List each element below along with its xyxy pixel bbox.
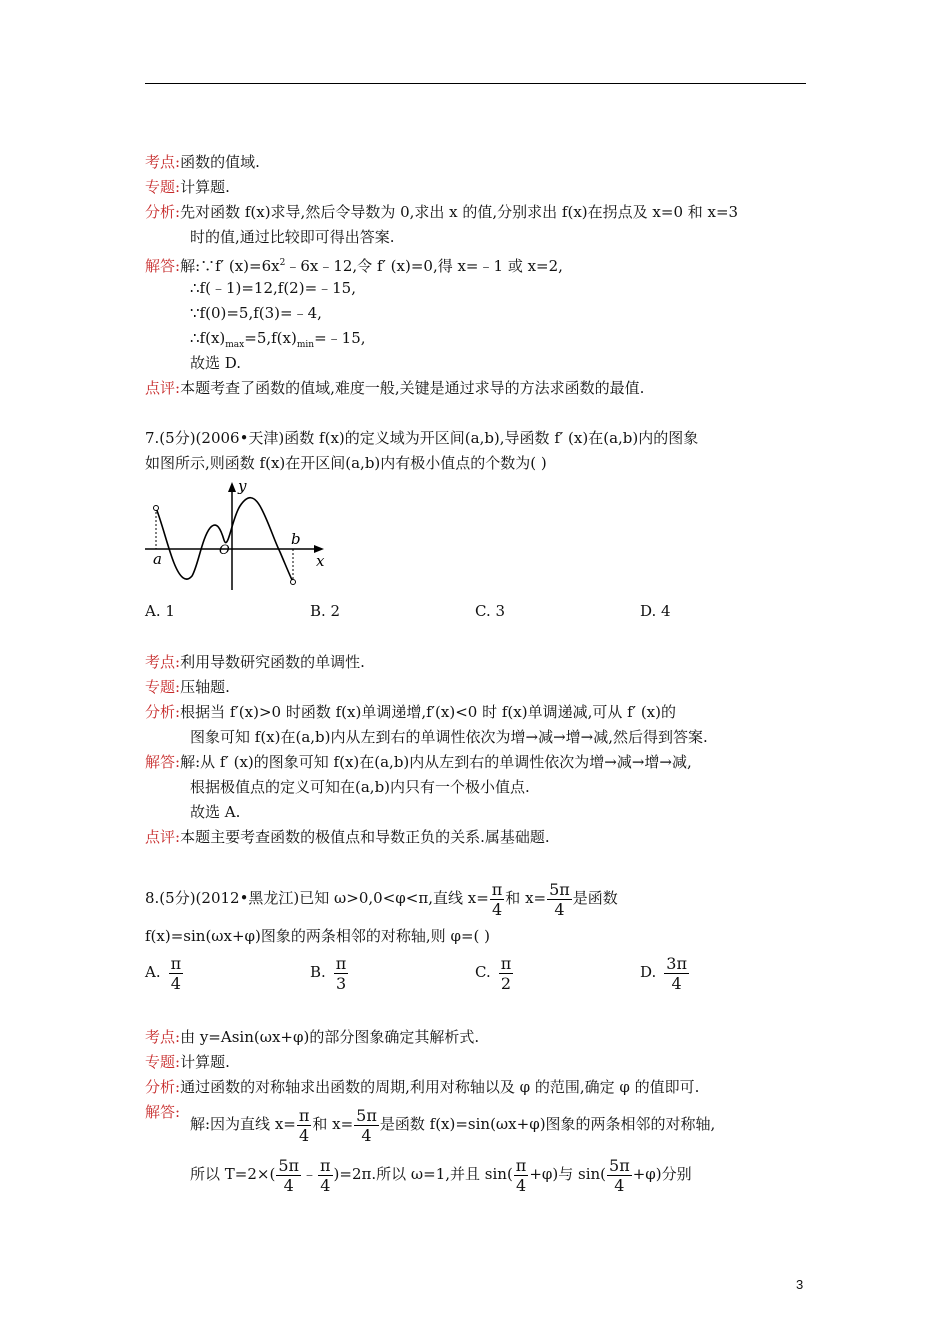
- b-label: b: [291, 530, 301, 548]
- denominator: 2: [500, 973, 512, 993]
- q7-dianping: [145, 827, 550, 847]
- q6-fenxi-2: 时的值,通过比较即可得出答案.: [190, 228, 395, 246]
- denominator: 4: [320, 1175, 331, 1195]
- q8-stem-1: [145, 876, 618, 920]
- zhuanti-text: 计算题.: [180, 1053, 230, 1071]
- jieda-label: 解答:: [145, 753, 181, 771]
- q8-option-a: [145, 950, 184, 994]
- jie-text: )=2π.所以 ω=1,并且 sin(: [333, 1165, 513, 1183]
- fraction-5pi-over-4: [276, 1156, 301, 1195]
- header-rule: [145, 83, 806, 84]
- q7-option-d: D. 4: [640, 602, 671, 620]
- denominator: 4: [170, 973, 181, 993]
- numerator: π: [500, 953, 512, 973]
- q8-jie-2: [190, 1152, 692, 1196]
- kaodian-label: 考点:: [145, 153, 181, 171]
- jie-text: 解:从 f′ (x)的图象可知 f(x)在(a,b)内从左到右的单调性依次为增→减→增→减,: [180, 753, 692, 771]
- jie-text: +φ)与 sin(: [529, 1165, 607, 1183]
- zhuanti-label: 专题:: [145, 678, 181, 696]
- q7-jie-3: 故选 A.: [190, 803, 241, 821]
- stem-text: 和 x=: [505, 889, 547, 907]
- q7-stem-1: 7.(5分)(2006•天津)函数 f(x)的定义域为开区间(a,b),导函数 f′ (x)在(a,b)内的图象: [145, 429, 699, 447]
- origin-label: O: [219, 543, 230, 558]
- q8-option-d: [640, 950, 690, 994]
- stem-text: 8.(5分)(2012•黑龙江)已知 ω>0,0<φ<π,直线 x=: [145, 889, 489, 907]
- open-endpoint-b: [291, 580, 296, 585]
- q7-fenxi-2: 图象可知 f(x)在(a,b)内从左到右的单调性依次为增→减→增→减,然后得到答案.: [190, 728, 708, 746]
- derivative-curve: [156, 498, 293, 582]
- q8-stem-2: f(x)=sin(ωx+φ)图象的两条相邻的对称轴,则 φ=( ): [145, 927, 490, 945]
- numerator: 5π: [356, 1105, 377, 1125]
- q7-option-c: C. 3: [475, 602, 506, 620]
- q8-jieda-label: [145, 1102, 180, 1122]
- numerator: 5π: [549, 879, 570, 899]
- numerator: π: [335, 953, 347, 973]
- q8-zhuanti: [145, 1052, 230, 1072]
- zhuanti-label: 专题:: [145, 1053, 181, 1071]
- numerator: π: [298, 1105, 310, 1125]
- jie-text: ∴f(x): [190, 329, 226, 347]
- dianping-text: 本题主要考查函数的极值点和导数正负的关系.属基础题.: [180, 828, 550, 846]
- fraction-pi-over-4: [297, 1106, 312, 1145]
- jie-text: 所以 T=2×(: [190, 1165, 276, 1183]
- fraction: [334, 954, 349, 993]
- q7-jieda: [145, 752, 692, 772]
- q8-option-b: [310, 950, 349, 994]
- fraction-pi-over-4: [490, 880, 505, 919]
- fenxi-text: 通过函数的对称轴求出函数的周期,利用对称轴以及 φ 的范围,确定 φ 的值即可.: [180, 1078, 700, 1096]
- q7-jie-2: 根据极值点的定义可知在(a,b)内只有一个极小值点.: [190, 778, 530, 796]
- denominator: 4: [491, 899, 503, 919]
- q6-dianping: [145, 378, 644, 398]
- denominator: 4: [671, 973, 682, 993]
- subscript: max: [225, 340, 245, 350]
- fraction-pi-over-4: [318, 1156, 333, 1195]
- y-label: y: [238, 478, 247, 495]
- jie-text: 和 x=: [312, 1115, 354, 1133]
- q6-jie-2: ∴f(﹣1)=12,f(2)=﹣15,: [190, 279, 356, 297]
- open-endpoint-a: [154, 506, 159, 511]
- jie-text: =﹣15,: [314, 329, 366, 347]
- denominator: 3: [335, 973, 347, 993]
- q7-option-b: B. 2: [310, 602, 341, 620]
- q7-kaodian: [145, 652, 365, 672]
- q8-jie-1: [190, 1102, 715, 1146]
- fenxi-text: 先对函数 f(x)求导,然后令导数为 0,求出 x 的值,分别求出 f(x)在拐点及 x=0 和 x=3: [180, 203, 739, 221]
- numerator: π: [515, 1155, 527, 1175]
- fraction-5pi-over-4: [607, 1156, 632, 1195]
- q6-jie-4: [190, 328, 366, 355]
- jie-text: +φ)分别: [632, 1165, 692, 1183]
- q8-fenxi: [145, 1077, 699, 1097]
- option-letter: A.: [145, 963, 161, 981]
- q7-option-a: A. 1: [145, 602, 175, 620]
- kaodian-label: 考点:: [145, 1028, 181, 1046]
- jieda-label: 解答:: [145, 1103, 181, 1121]
- jie-text: 是函数 f(x)=sin(ωx+φ)图象的两条相邻的对称轴,: [379, 1115, 716, 1133]
- dianping-label: 点评:: [145, 379, 181, 397]
- fenxi-text: 根据当 f′(x)>0 时函数 f(x)单调递增,f′(x)<0 时 f(x)单调递减,可从 f′ (x)的: [180, 703, 676, 721]
- dianping-text: 本题考查了函数的值域,难度一般,关键是通过求导的方法求函数的最值.: [180, 379, 645, 397]
- kaodian-text: 函数的值域.: [180, 153, 260, 171]
- q6-jie-5: 故选 D.: [190, 354, 242, 372]
- fraction-5pi-over-4: [547, 880, 572, 919]
- fraction-5pi-over-4: [354, 1106, 379, 1145]
- numerator: π: [320, 1155, 331, 1175]
- denominator: 4: [283, 1175, 294, 1195]
- kaodian-text: 由 y=Asin(ωx+φ)的部分图象确定其解析式.: [180, 1028, 480, 1046]
- y-axis-arrow: [228, 482, 236, 492]
- fenxi-label: 分析:: [145, 203, 181, 221]
- denominator: 4: [554, 899, 565, 919]
- a-label: a: [153, 550, 162, 568]
- option-letter: C.: [475, 963, 491, 981]
- fraction: [664, 954, 689, 993]
- fraction-pi-over-4: [514, 1156, 529, 1195]
- zhuanti-text: 计算题.: [180, 178, 230, 196]
- denominator: 4: [361, 1125, 372, 1145]
- numerator: 5π: [609, 1155, 630, 1175]
- q8-kaodian: [145, 1027, 479, 1047]
- fraction: [169, 954, 184, 993]
- derivative-graph-figure: [140, 478, 335, 593]
- numerator: π: [170, 953, 182, 973]
- q7-stem-2: 如图所示,则函数 f(x)在开区间(a,b)内有极小值点的个数为( ): [145, 454, 547, 472]
- q6-zhuanti: [145, 177, 230, 197]
- denominator: 4: [299, 1125, 310, 1145]
- q6-jieda: [145, 253, 563, 276]
- x-label: x: [316, 552, 325, 570]
- fenxi-label: 分析:: [145, 703, 181, 721]
- numerator: 3π: [666, 953, 687, 973]
- zhuanti-text: 压轴题.: [180, 678, 230, 696]
- jie-text: 解:因为直线 x=: [190, 1115, 296, 1133]
- q7-fenxi: [145, 702, 676, 722]
- jie-text: 解:∵f′ (x)=6x: [180, 257, 280, 275]
- kaodian-label: 考点:: [145, 653, 181, 671]
- fraction: [499, 954, 514, 993]
- superscript: 2: [279, 258, 286, 268]
- jie-text: =5,f(x): [244, 329, 297, 347]
- stem-text: 是函数: [572, 889, 618, 907]
- page-number: 3: [796, 1277, 804, 1292]
- option-letter: D.: [640, 963, 657, 981]
- numerator: π: [491, 879, 503, 899]
- fenxi-label: 分析:: [145, 1078, 181, 1096]
- numerator: 5π: [278, 1155, 300, 1175]
- q8-option-c: [475, 950, 514, 994]
- subscript: min: [296, 340, 315, 350]
- dianping-label: 点评:: [145, 828, 181, 846]
- q6-jie-3: ∵f(0)=5,f(3)=﹣4,: [190, 304, 322, 322]
- denominator: 4: [614, 1175, 625, 1195]
- option-letter: B.: [310, 963, 326, 981]
- q6-fenxi: [145, 202, 738, 222]
- kaodian-text: 利用导数研究函数的单调性.: [180, 653, 365, 671]
- zhuanti-label: 专题:: [145, 178, 181, 196]
- q7-zhuanti: [145, 677, 230, 697]
- q6-kaodian: [145, 152, 260, 172]
- jie-text: ﹣6x﹣12,令 f′ (x)=0,得 x=﹣1 或 x=2,: [285, 257, 563, 275]
- minus-sign: ﹣: [302, 1165, 318, 1183]
- denominator: 4: [515, 1175, 527, 1195]
- jieda-label: 解答:: [145, 257, 181, 275]
